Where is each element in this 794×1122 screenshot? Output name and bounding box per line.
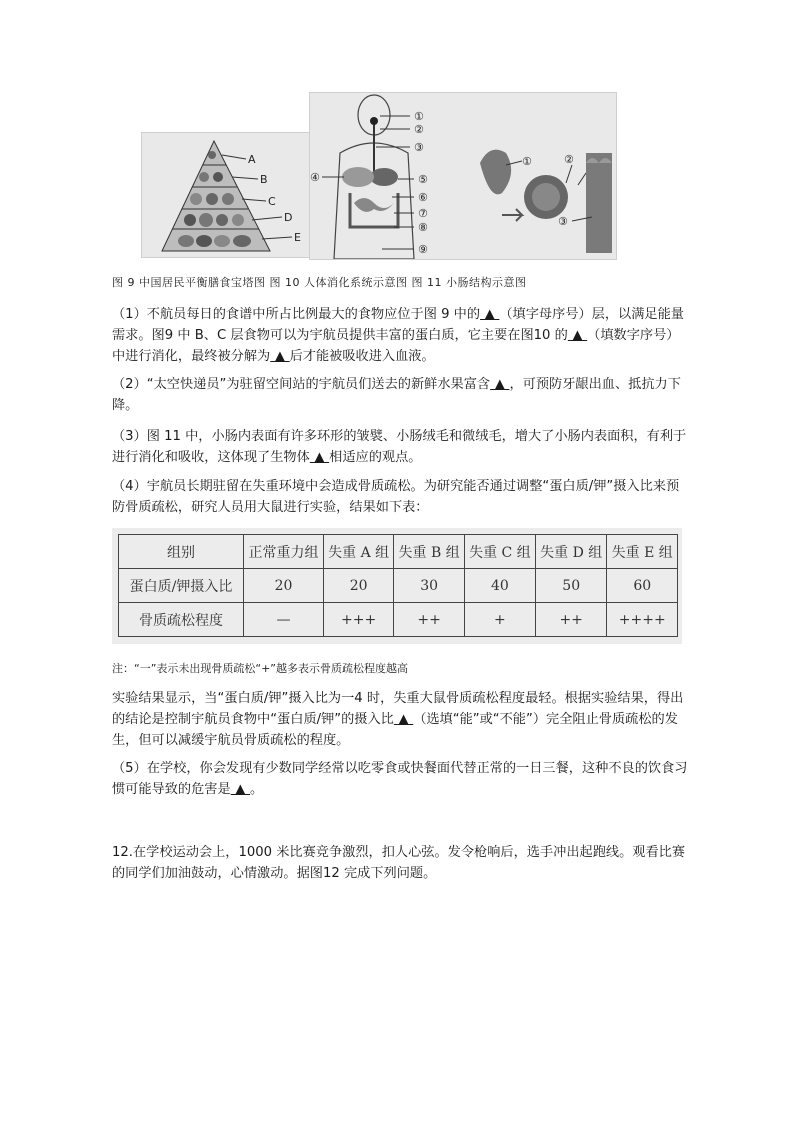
table-cell: 正常重力组 bbox=[244, 535, 324, 569]
table-row bbox=[119, 603, 678, 637]
intestine-label: ① bbox=[522, 155, 532, 168]
question-5: （5）在学校，你会发现有少数同学经常以吃零食或快餐面代替正常的一日三餐，这种不良的饮食习惯可能导致的危害是 ▲ 。 bbox=[112, 761, 688, 797]
digestive-label: ② bbox=[414, 123, 424, 136]
answer-blank[interactable]: ▲ bbox=[393, 712, 414, 727]
table-cell: 蛋白质/钾摄入比 bbox=[119, 569, 244, 603]
pyramid-drawing bbox=[142, 133, 310, 257]
table-cell: + bbox=[464, 603, 535, 637]
table-cell: 50 bbox=[535, 569, 607, 603]
table-cell: 失重 A 组 bbox=[323, 535, 393, 569]
pyramid-label: E bbox=[294, 231, 301, 244]
figure-caption: 图 9 中国居民平衡膳食宝塔图 图 10 人体消化系统示意图 图 11 小肠结构示意图 bbox=[112, 276, 527, 289]
table-cell: 40 bbox=[464, 569, 535, 603]
digestive-label: ⑤ bbox=[418, 173, 428, 186]
digestive-label: ③ bbox=[414, 141, 424, 154]
digestive-label: ⑨ bbox=[418, 243, 428, 256]
question-3: （3）图 11 中，小肠内表面有许多环形的皱襞、小肠绒毛和微绒毛，增大了小肠内表面积，有利于进行消化和吸收，这体现了生物体 ▲ 相适应的观点。 bbox=[112, 429, 687, 465]
digestive-label: ① bbox=[414, 110, 424, 123]
table-cell: 失重 E 组 bbox=[607, 535, 678, 569]
table-cell: 60 bbox=[607, 569, 678, 603]
digestive-label: ⑥ bbox=[418, 191, 428, 204]
digestive-drawing bbox=[310, 93, 616, 259]
table-cell: 20 bbox=[323, 569, 393, 603]
table-cell: 组别 bbox=[119, 535, 244, 569]
result-paragraph: 实验结果显示，当“蛋白质/钾”摄入比为一4 时，失重大鼠骨质疏松程度最轻。根据实验结果，得出的结论是控制宇航员食物中“蛋白质/钾”的摄入比 ▲ （选填“能”或“不能”）完全阻止骨质疏松的发生，但可以减缓宇航员骨质疏松的程度。 bbox=[112, 691, 684, 748]
table-cell: — bbox=[244, 603, 324, 637]
table-cell: 30 bbox=[394, 569, 465, 603]
table-row bbox=[119, 535, 678, 569]
answer-blank[interactable]: ▲ bbox=[490, 377, 510, 392]
pyramid-label: C bbox=[268, 195, 276, 208]
answer-blank[interactable]: ▲ bbox=[230, 782, 251, 797]
table-cell: 失重 D 组 bbox=[535, 535, 607, 569]
table-note: 注：“一”表示未出现骨质疏松“+”越多表示骨质疏松程度越高 bbox=[112, 662, 409, 675]
question-4: （4）宇航员长期驻留在失重环境中会造成骨质疏松。为研究能否通过调整“蛋白质/钾”摄入比来预防骨质疏松，研究人员用大鼠进行实验，结果如下表： bbox=[112, 479, 680, 515]
answer-blank[interactable]: ▲ bbox=[309, 450, 330, 465]
table-cell: 失重 B 组 bbox=[394, 535, 465, 569]
table-row bbox=[119, 569, 678, 603]
table-cell: ++++ bbox=[607, 603, 678, 637]
answer-blank[interactable]: ▲ bbox=[480, 307, 500, 322]
question-2: （2）“太空快递员”为驻留空间站的宇航员们送去的新鲜水果富含 ▲ ，可预防牙龈出血、抵抗力下降。 bbox=[112, 377, 681, 413]
table-cell: +++ bbox=[323, 603, 393, 637]
pyramid-label: A bbox=[248, 153, 256, 166]
experiment-table bbox=[118, 534, 678, 637]
intestine-label: ③ bbox=[558, 215, 568, 228]
answer-blank[interactable]: ▲ bbox=[567, 328, 588, 343]
table-cell: 骨质疏松程度 bbox=[119, 603, 244, 637]
table-cell: ++ bbox=[535, 603, 607, 637]
answer-blank[interactable]: ▲ bbox=[270, 349, 290, 364]
question-12: 12.在学校运动会上，1000 米比赛竞争激烈，扣人心弦。发令枪响后，选手冲出起跑线。观看比赛的同学们加油鼓动，心情激动。据图12 完成下列问题。 bbox=[112, 845, 686, 881]
table-cell: 失重 C 组 bbox=[464, 535, 535, 569]
table-cell: ++ bbox=[394, 603, 465, 637]
question-1: （1）不航员每日的食谱中所占比例最大的食物应位于图 9 中的 ▲ （填字母序号）层，以满足能量需求。图9 中 B、C 层食物可以为宇航员提供丰富的蛋白质，它主要在图10 的 ▲ （填数字序号）中进行消化，最终被分解为 ▲ 后才能被吸收进入血液。 bbox=[112, 307, 684, 364]
digestive-label: ⑧ bbox=[418, 221, 428, 234]
pyramid-label: B bbox=[260, 173, 268, 186]
figure-9-food-pyramid bbox=[141, 132, 311, 258]
digestive-label: ④ bbox=[310, 171, 320, 184]
pyramid-label: D bbox=[284, 211, 293, 224]
intestine-label: ② bbox=[564, 153, 574, 166]
table-cell: 20 bbox=[244, 569, 324, 603]
digestive-label: ⑦ bbox=[418, 207, 428, 220]
figure-10-11-photo bbox=[309, 92, 617, 260]
